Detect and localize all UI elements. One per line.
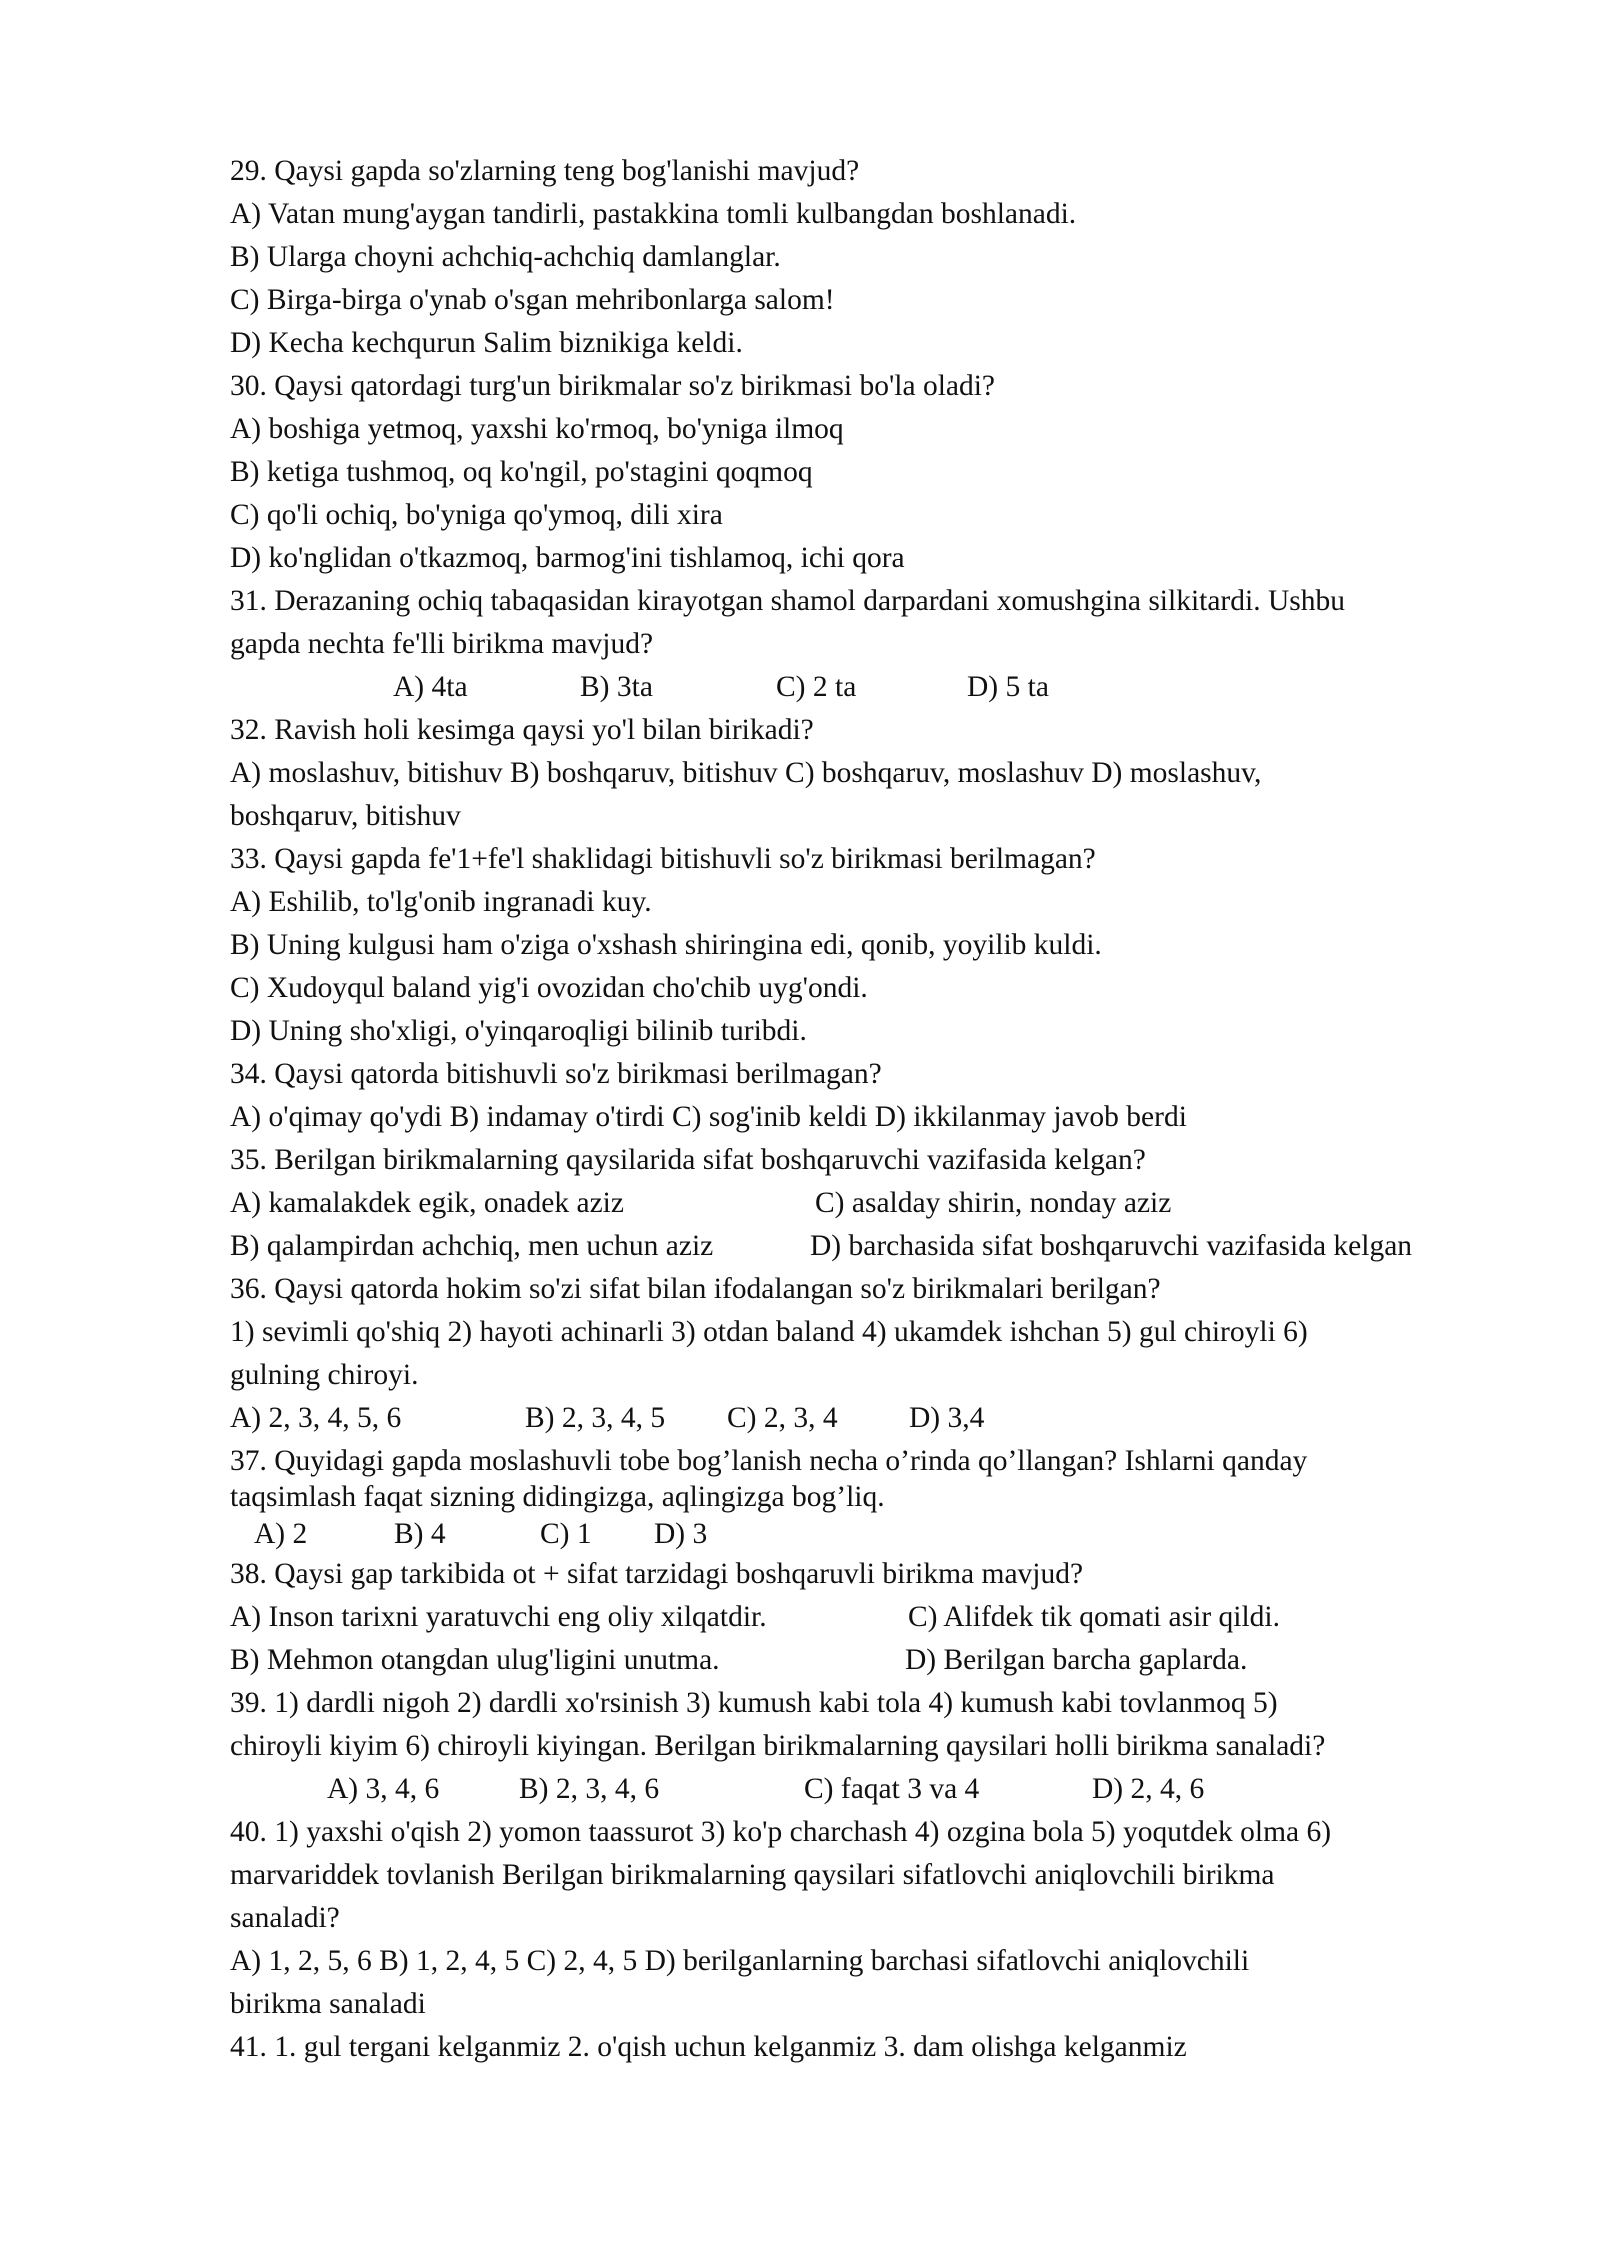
question-29-option-c: C) Birga-birga o'ynab o'sgan mehribonlarga salom!	[230, 284, 835, 316]
question-29-option-d: D) Kecha kechqurun Salim biznikiga keldi.	[230, 327, 743, 359]
question-35-option-d: D) barchasida sifat boshqaruvchi vazifasida kelgan	[810, 1230, 1413, 1262]
question-39-option-a: A) 3, 4, 6	[327, 1773, 440, 1805]
question-30-option-a: A) boshiga yetmoq, yaxshi ko'rmoq, bo'yniga ilmoq	[230, 413, 844, 445]
question-30: 30. Qaysi qatordagi turg'un birikmalar so'z birikmasi bo'la oladi?	[230, 370, 996, 402]
question-37-option-d: D) 3	[654, 1518, 708, 1550]
question-31-continued: gapda nechta fe'lli birikma mavjud?	[230, 628, 654, 660]
question-37-option-c: C) 1	[540, 1518, 592, 1550]
question-29-option-a: A) Vatan mung'aygan tandirli, pastakkina tomli kulbangdan boshlanadi.	[230, 198, 1077, 230]
question-35-option-b: B) qalampirdan achchiq, men uchun aziz	[230, 1230, 714, 1262]
question-40-continued-2: sanaladi?	[230, 1902, 340, 1934]
question-31: 31. Derazaning ochiq tabaqasidan kirayotgan shamol darpardani xomushgina silkitardi. Ushbu	[230, 585, 1345, 617]
question-38-option-a: A) Inson tarixni yaratuvchi eng oliy xilqatdir.	[230, 1601, 767, 1633]
question-33: 33. Qaysi gapda fe'1+fe'l shaklidagi bitishuvli so'z birikmasi berilmagan?	[230, 843, 1096, 875]
question-36-option-b: B) 2, 3, 4, 5	[525, 1402, 666, 1434]
question-31-option-d: D) 5 ta	[967, 671, 1049, 703]
question-32-options-continued: boshqaruv, bitishuv	[230, 800, 461, 832]
question-33-option-c: C) Xudoyqul baland yig'i ovozidan cho'chib uyg'ondi.	[230, 972, 868, 1004]
question-29-option-b: B) Ularga choyni achchiq-achchiq damlanglar.	[230, 241, 781, 273]
question-34: 34. Qaysi qatorda bitishuvli so'z birikmasi berilmagan?	[230, 1058, 882, 1090]
question-40-continued: marvariddek tovlanish Berilgan birikmalarning qaysilari sifatlovchi aniqlovchili birikma	[230, 1859, 1275, 1891]
question-36-items: 1) sevimli qo'shiq 2) hayoti achinarli 3) otdan baland 4) ukamdek ishchan 5) gul chiroyli 6)	[230, 1316, 1308, 1348]
question-39-continued: chiroyli kiyim 6) chiroyli kiyingan. Berilgan birikmalarning qaysilari holli birikma sanaladi?	[230, 1730, 1326, 1762]
question-31-option-c: C) 2 ta	[776, 671, 857, 703]
question-30-option-c: C) qo'li ochiq, bo'yniga qo'ymoq, dili xira	[230, 499, 723, 531]
question-36-option-c: C) 2, 3, 4	[727, 1402, 838, 1434]
question-39-option-c: C) faqat 3 va 4	[804, 1773, 980, 1805]
question-39: 39. 1) dardli nigoh 2) dardli xo'rsinish 3) kumush kabi tola 4) kumush kabi tovlanmoq 5)	[230, 1687, 1278, 1719]
question-35-option-c: C) asalday shirin, nonday aziz	[815, 1187, 1172, 1219]
question-32: 32. Ravish holi kesimga qaysi yo'l bilan birikadi?	[230, 714, 814, 746]
question-38-option-b: B) Mehmon otangdan ulug'ligini unutma.	[230, 1644, 720, 1676]
question-29: 29. Qaysi gapda so'zlarning teng bog'lanishi mavjud?	[230, 155, 860, 187]
question-37-sentence: taqsimlash faqat sizning didingizga, aqlingizga bog’liq.	[230, 1481, 885, 1513]
question-39-option-d: D) 2, 4, 6	[1092, 1773, 1205, 1805]
question-33-option-b: B) Uning kulgusi ham o'ziga o'xshash shiringina edi, qonib, yoyilib kuldi.	[230, 929, 1102, 961]
question-36: 36. Qaysi qatorda hokim so'zi sifat bilan ifodalangan so'z birikmalari berilgan?	[230, 1273, 1161, 1305]
question-37-option-b: B) 4	[394, 1518, 446, 1550]
question-41: 41. 1. gul tergani kelganmiz 2. o'qish uchun kelganmiz 3. dam olishga kelganmiz	[230, 2031, 1187, 2063]
question-35-option-a: A) kamalakdek egik, onadek aziz	[230, 1187, 624, 1219]
question-33-option-d: D) Uning sho'xligi, o'yinqaroqligi bilinib turibdi.	[230, 1015, 807, 1047]
question-33-option-a: A) Eshilib, to'lg'onib ingranadi kuy.	[230, 886, 652, 918]
question-40: 40. 1) yaxshi o'qish 2) yomon taassurot 3) ko'p charchash 4) ozgina bola 5) yoqutdek olma 6)	[230, 1816, 1332, 1848]
question-38-option-c: C) Alifdek tik qomati asir qildi.	[908, 1601, 1280, 1633]
question-38: 38. Qaysi gap tarkibida ot + sifat tarzidagi boshqaruvli birikma mavjud?	[230, 1558, 1084, 1590]
question-37-option-a: A) 2	[254, 1518, 308, 1550]
question-38-option-d: D) Berilgan barcha gaplarda.	[905, 1644, 1248, 1676]
question-36-items-continued: gulning chiroyi.	[230, 1359, 419, 1391]
question-35: 35. Berilgan birikmalarning qaysilarida sifat boshqaruvchi vazifasida kelgan?	[230, 1144, 1146, 1176]
question-30-option-b: B) ketiga tushmoq, oq ko'ngil, po'stagini qoqmoq	[230, 456, 813, 488]
question-36-option-d: D) 3,4	[909, 1402, 985, 1434]
question-31-option-a: A) 4ta	[393, 671, 468, 703]
question-39-option-b: B) 2, 3, 4, 6	[519, 1773, 660, 1805]
question-32-options: A) moslashuv, bitishuv B) boshqaruv, bitishuv C) boshqaruv, moslashuv D) moslashuv,	[230, 757, 1262, 789]
question-34-options: A) o'qimay qo'ydi B) indamay o'tirdi C) sog'inib keldi D) ikkilanmay javob berdi	[230, 1101, 1187, 1133]
question-40-options-continued: birikma sanaladi	[230, 1988, 426, 2020]
question-31-option-b: B) 3ta	[580, 671, 653, 703]
question-40-options: A) 1, 2, 5, 6 B) 1, 2, 4, 5 C) 2, 4, 5 D) berilganlarning barchasi sifatlovchi aniqlovchili	[230, 1945, 1250, 1977]
question-36-option-a: A) 2, 3, 4, 5, 6	[230, 1402, 402, 1434]
question-37: 37. Quyidagi gapda moslashuvli tobe bog’lanish necha o’rinda qo’llangan? Ishlarni qanday	[230, 1445, 1308, 1477]
question-30-option-d: D) ko'nglidan o'tkazmoq, barmog'ini tishlamoq, ichi qora	[230, 542, 905, 574]
